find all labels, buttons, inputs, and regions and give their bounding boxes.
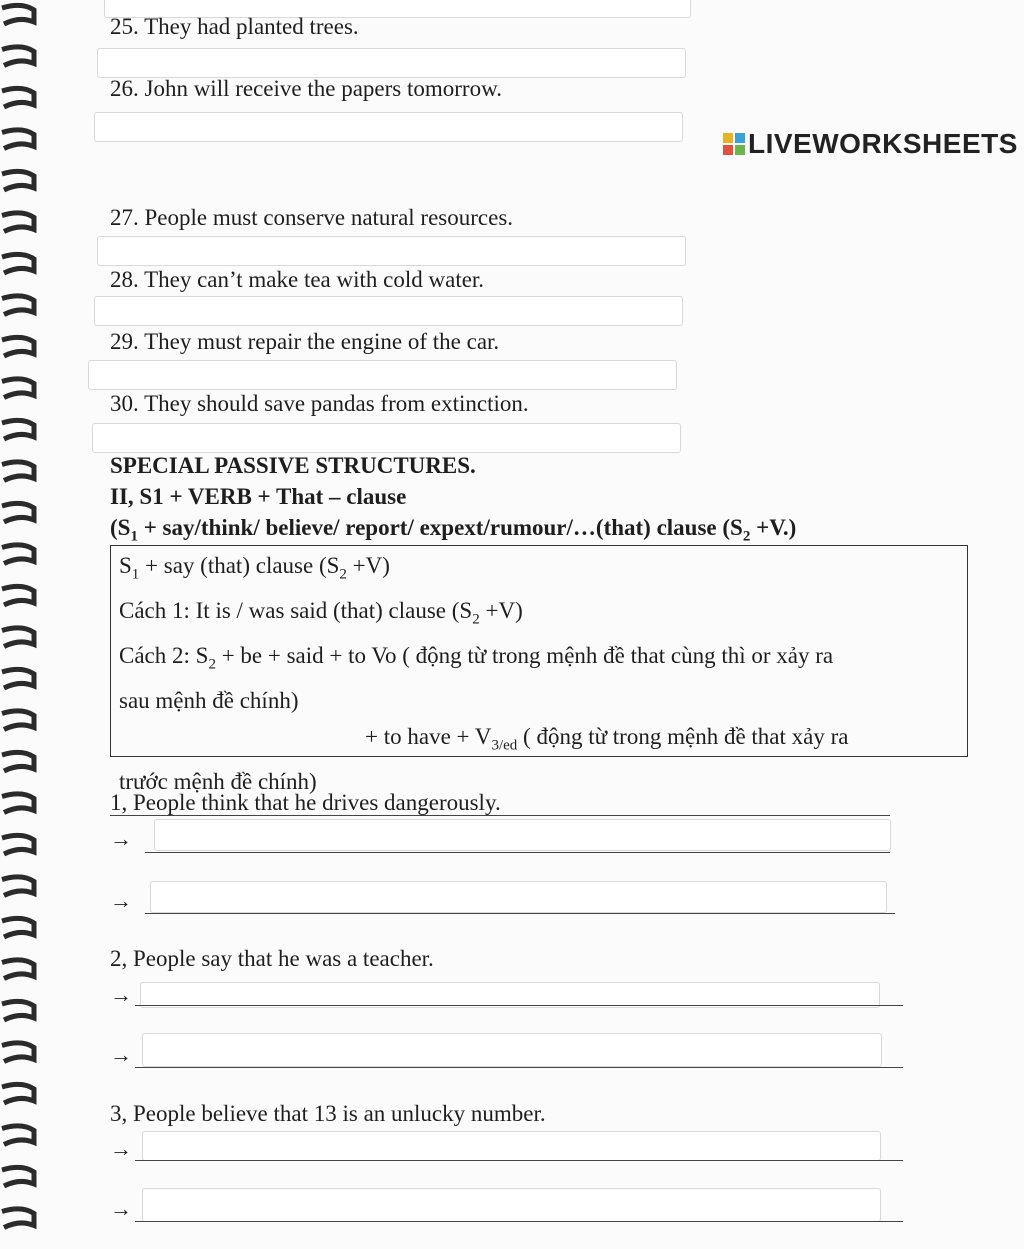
- exercise-26: 26. John will receive the papers tomorrow.: [110, 76, 502, 101]
- rule-line-4: sau mệnh đề chính): [119, 688, 299, 714]
- spiral-ring: [2, 628, 34, 647]
- spiral-binding: [0, 0, 46, 1249]
- answer-box-q2b[interactable]: [142, 1033, 882, 1067]
- rule-line-1: $S_1$ + say (that) clause $(S_2 +V)$: [119, 553, 390, 583]
- spiral-ring: [2, 503, 34, 522]
- spiral-ring: [2, 752, 34, 771]
- exercise-30: 30. They should save pandas from extinction.: [110, 391, 529, 416]
- spiral-ring: [2, 794, 34, 813]
- spiral-ring: [2, 835, 34, 854]
- answer-box-q3a[interactable]: [142, 1131, 881, 1161]
- rule-line-5: + to have + $V_{3/ed}$ ( động từ trong mệnh đề that xảy ra: [365, 723, 849, 754]
- spiral-ring: [2, 88, 34, 107]
- spiral-ring: [2, 1001, 34, 1020]
- question-2: 2, People say that he was a teacher.: [110, 946, 434, 971]
- spiral-ring: [2, 960, 34, 979]
- spiral-ring: [2, 5, 34, 24]
- exercise-27: 27. People must conserve natural resources.: [110, 205, 514, 230]
- spiral-ring: [2, 918, 34, 937]
- answer-box-30[interactable]: [92, 423, 681, 453]
- formula-line: ($S_1$ + say/think/ believe/ report/ expext/rumour/…(that) clause $(S_2 +V.)$: [110, 515, 797, 545]
- spiral-ring: [2, 379, 34, 398]
- liveworksheets-logo-icon: [722, 132, 746, 156]
- arrow-1b: →: [110, 888, 132, 913]
- spiral-ring: [2, 1043, 34, 1062]
- spiral-ring: [2, 711, 34, 730]
- spiral-ring: [2, 337, 34, 356]
- arrow-1a: →: [110, 826, 132, 851]
- arrow-2a: →: [110, 982, 132, 1007]
- spiral-ring: [2, 1209, 34, 1228]
- spiral-ring: [2, 171, 34, 190]
- exercise-25: 25. They had planted trees.: [110, 14, 359, 39]
- answer-box-27[interactable]: [97, 236, 686, 266]
- brand-name: LIVEWORKSHEETS: [748, 128, 1018, 159]
- underline-2b: [135, 1067, 903, 1068]
- rule-line-6: trước mệnh đề chính): [119, 768, 317, 794]
- underline-3a: [135, 1160, 903, 1161]
- answer-box-q3b[interactable]: [142, 1188, 881, 1222]
- answer-box-q1a[interactable]: [154, 819, 891, 851]
- answer-box-25[interactable]: [97, 48, 686, 78]
- arrow-3a: →: [110, 1136, 132, 1161]
- underline-1a: [145, 852, 890, 853]
- answer-box-28[interactable]: [94, 296, 683, 326]
- spiral-ring: [2, 420, 34, 439]
- rule-line-2: Cách 1: It is / was said (that) clause $(S_2 +V)$: [119, 598, 523, 628]
- answer-box-26[interactable]: [94, 112, 683, 142]
- spiral-ring: [2, 1126, 34, 1145]
- answer-box-29[interactable]: [88, 360, 677, 390]
- spiral-ring: [2, 47, 34, 66]
- underline-1b: [145, 913, 895, 914]
- exercise-29: 29. They must repair the engine of the car.: [110, 329, 500, 354]
- spiral-ring: [2, 1084, 34, 1103]
- spiral-ring: [2, 586, 34, 605]
- answer-box-q1b[interactable]: [150, 881, 887, 913]
- rule-box: [110, 545, 968, 794]
- section-heading: SPECIAL PASSIVE STRUCTURES.: [110, 453, 476, 478]
- spiral-ring: [2, 130, 34, 149]
- underline-3b: [135, 1221, 903, 1222]
- spiral-ring: [2, 296, 34, 315]
- liveworksheets-logo: [722, 128, 1018, 160]
- spiral-ring: [2, 254, 34, 273]
- rule-line-3: Cách 2: $S_2$ + be + said + to Vo ( động từ trong mệnh đề that cùng thì or xảy ra: [119, 643, 834, 673]
- question-1: 1, People think that he drives dangerously.: [110, 790, 501, 815]
- spiral-ring: [2, 545, 34, 564]
- exercise-28: 28. They can’t make tea with cold water.: [110, 267, 485, 292]
- arrow-2b: →: [110, 1042, 132, 1067]
- spiral-ring: [2, 877, 34, 896]
- spiral-ring: [2, 1167, 34, 1186]
- question-3: 3, People believe that 13 is an unlucky number.: [110, 1101, 546, 1126]
- section-subheading: II, S1 + VERB + That – clause: [110, 484, 407, 509]
- spiral-ring: [2, 462, 34, 481]
- spiral-ring: [2, 669, 34, 688]
- arrow-3b: →: [110, 1196, 132, 1221]
- spiral-ring: [2, 213, 34, 232]
- underline-1-top: [110, 815, 890, 816]
- underline-2a: [135, 1005, 903, 1006]
